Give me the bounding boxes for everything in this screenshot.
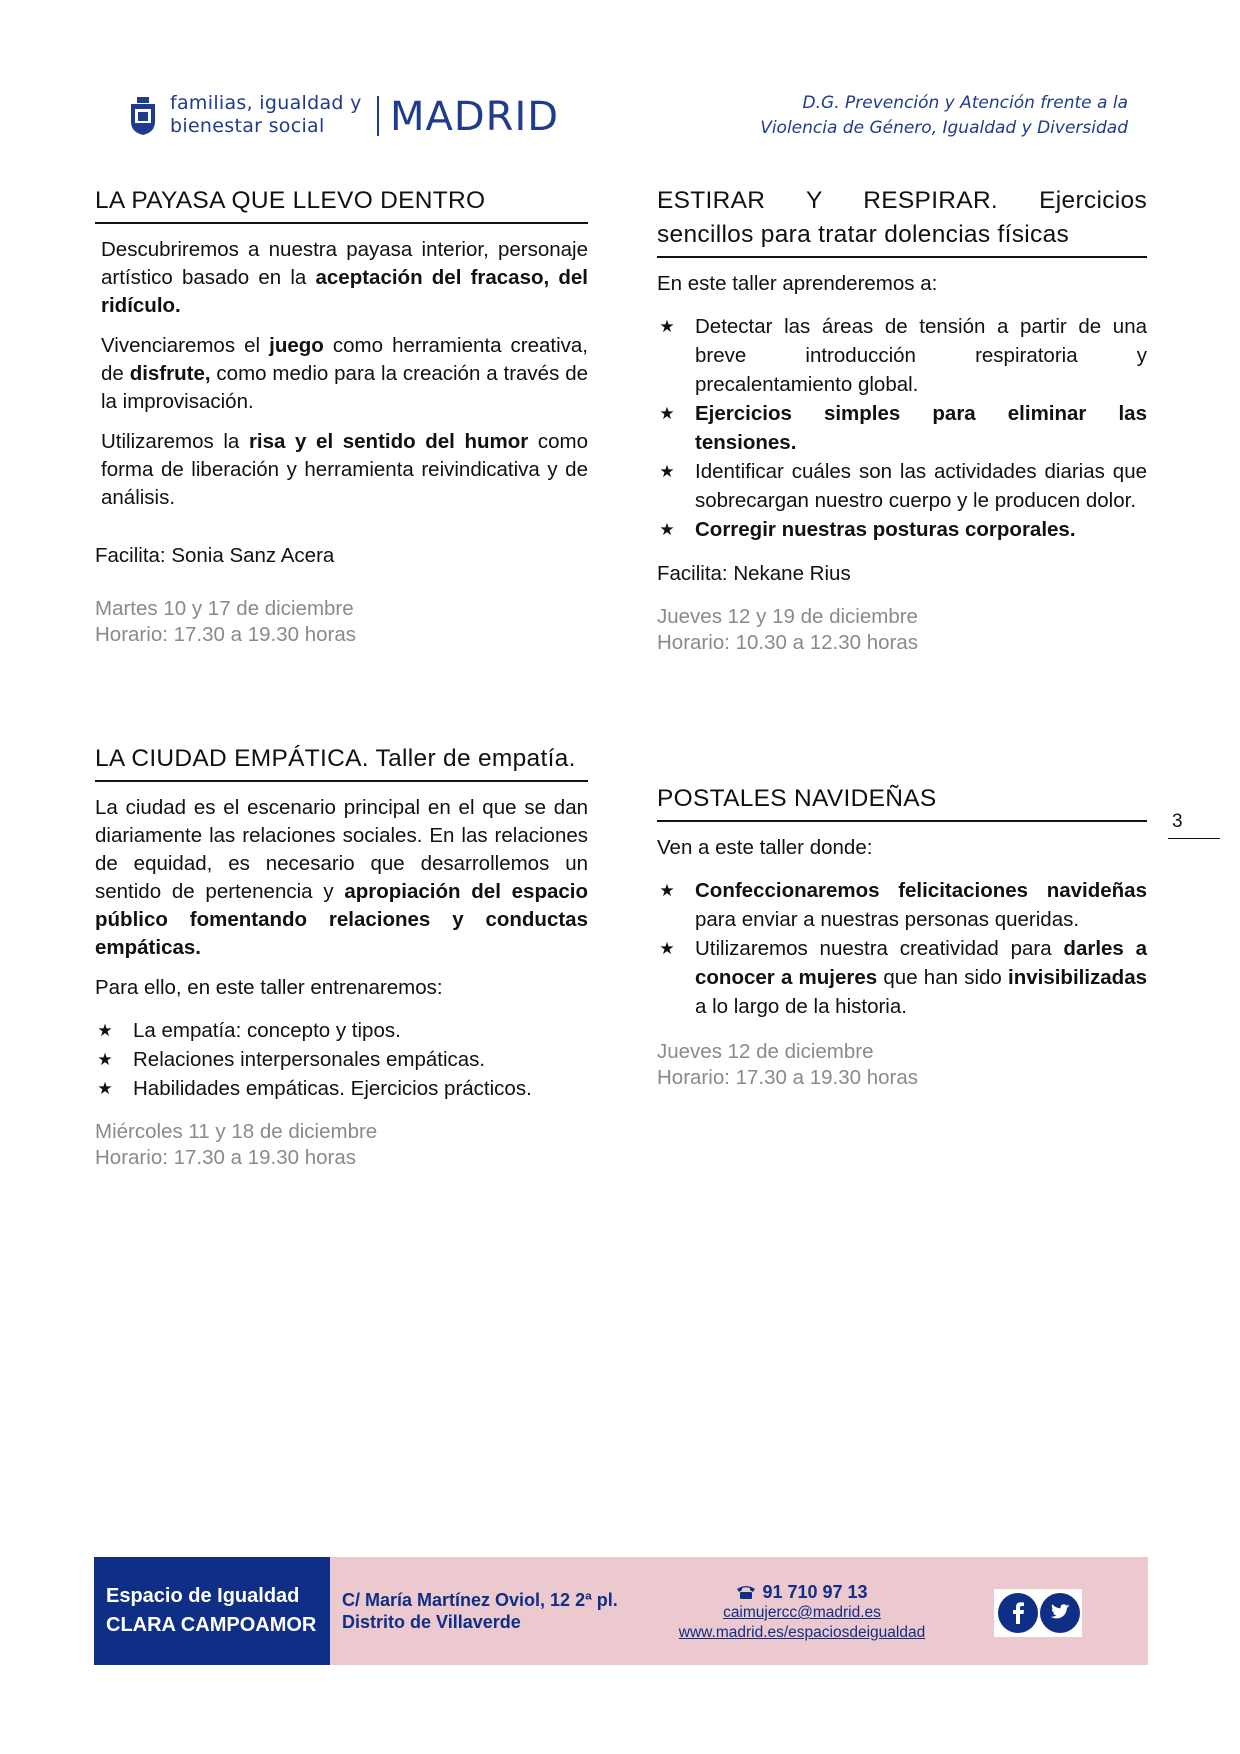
session-dates: Jueves 12 y 19 de diciembre	[657, 605, 918, 628]
space-name-line-2: CLARA CAMPOAMOR	[106, 1614, 317, 1636]
star-bullet-icon: ★	[659, 939, 675, 958]
text: Detectar las áreas de tensión a partir de una breve introducción respiratoria y precalentamiento global.	[695, 315, 1147, 396]
text: como herramienta creativa, de	[101, 334, 589, 385]
section-intro: En este taller aprenderemos a:	[657, 272, 938, 295]
department-logo-text	[170, 92, 368, 138]
page-number: 3	[1172, 811, 1183, 832]
session-schedule: Horario: 17.30 a 19.30 horas	[95, 623, 356, 646]
text: La ciudad es el escenario principal en el que se dan diariamente las relaciones sociales. En las relaciones de equidad, es necesario que desarrollemos un sentido de pertenencia y	[95, 796, 588, 903]
bold-text: risa y el sentido del humor	[248, 430, 529, 453]
bold-text: Corregir nuestras posturas corporales.	[695, 518, 1076, 541]
phone-number: 91 710 97 13	[762, 1582, 868, 1602]
facilitator: Facilita: Nekane Rius	[657, 562, 851, 585]
facebook-icon[interactable]	[998, 1593, 1038, 1633]
space-name-box	[94, 1557, 330, 1665]
text: Habilidades empáticas. Ejercicios prácticos.	[133, 1077, 532, 1100]
list-item	[657, 399, 1147, 457]
list-item	[95, 1074, 588, 1103]
section-ciudad	[95, 742, 588, 1171]
session-schedule: Horario: 10.30 a 12.30 horas	[657, 631, 918, 654]
list-item	[657, 876, 1147, 934]
section-estirar	[657, 184, 1147, 656]
social-icons	[994, 1589, 1082, 1637]
address-line-2: Distrito de Villaverde	[342, 1612, 521, 1632]
paragraph	[101, 236, 588, 320]
facilitator: Facilita: Sonia Sanz Acera	[95, 544, 335, 567]
bold-text: disfrute,	[129, 362, 211, 385]
address-line-1: C/ María Martínez Oviol, 12 2ª pl.	[342, 1590, 618, 1610]
star-bullet-icon: ★	[659, 404, 675, 423]
paragraph	[101, 332, 588, 416]
section-intro: Para ello, en este taller entrenaremos:	[95, 976, 443, 999]
phone-line	[650, 1581, 954, 1603]
text: que han sido	[877, 966, 1009, 989]
list-item	[657, 934, 1147, 1021]
bold-text: Confeccionaremos felicitaciones navideñas	[695, 879, 1147, 902]
star-bullet-icon: ★	[659, 520, 675, 539]
section-intro: Ven a este taller donde:	[657, 836, 873, 859]
session-dates: Miércoles 11 y 18 de diciembre	[95, 1120, 378, 1143]
bold-text: Ejercicios simples para eliminar las tensiones.	[695, 402, 1147, 454]
section-title: POSTALES NAVIDEÑAS	[657, 782, 1147, 822]
list-item	[95, 1016, 588, 1045]
star-bullet-icon: ★	[97, 1050, 113, 1069]
facebook-glyph	[998, 1593, 1038, 1633]
email-link[interactable]: caimujercc@madrid.es	[723, 1604, 881, 1621]
text: Descubriremos a nuestra payasa interior, personaje artístico basado en la	[101, 238, 588, 289]
star-bullet-icon: ★	[659, 881, 675, 900]
section-title: ESTIRAR Y RESPIRAR. Ejercicios sencillos para tratar dolencias físicas	[657, 184, 1147, 258]
text: Utilizaremos nuestra creatividad para	[695, 937, 1064, 960]
text: La empatía: concepto y tipos.	[133, 1019, 401, 1042]
list-item	[657, 515, 1147, 544]
bullet-list	[95, 1016, 588, 1103]
text: Vivenciaremos el	[101, 334, 270, 357]
logo-divider	[377, 96, 379, 136]
paragraph	[95, 794, 588, 962]
bold-text: aceptación del fracaso, del ridículo.	[101, 266, 588, 317]
bold-text: juego	[269, 334, 324, 357]
text: Identificar cuáles son las actividades diarias que sobrecargan nuestro cuerpo y le producen dolor.	[695, 460, 1147, 512]
madrid-shield-icon	[128, 96, 158, 136]
logo-line-2: bienestar social	[170, 115, 325, 137]
twitter-icon[interactable]	[1040, 1593, 1080, 1633]
bold-text: apropiación del espacio público fomentando relaciones y conductas empáticas.	[95, 880, 588, 959]
list-item	[657, 312, 1147, 399]
text: para enviar a nuestras personas queridas.	[695, 908, 1080, 931]
text: a lo largo de la historia.	[695, 995, 907, 1018]
bold-text: invisibilizadas	[1008, 966, 1148, 989]
section-title: LA PAYASA QUE LLEVO DENTRO	[95, 184, 588, 224]
star-bullet-icon: ★	[97, 1079, 113, 1098]
footer-banner	[94, 1557, 1148, 1665]
directorate-line-2: Violencia de Género, Igualdad y Diversidad	[760, 118, 1128, 138]
twitter-glyph	[1040, 1593, 1080, 1633]
website-link[interactable]: www.madrid.es/espaciosdeigualdad	[678, 1624, 926, 1641]
text: Relaciones interpersonales empáticas.	[133, 1048, 486, 1071]
star-bullet-icon: ★	[659, 317, 675, 336]
text: como forma de liberación y herramienta reivindicativa y de análisis.	[101, 430, 589, 509]
session-dates: Jueves 12 de diciembre	[657, 1040, 874, 1063]
text: como medio para la creación a través de la improvisación.	[101, 362, 589, 413]
bullet-list	[657, 312, 1147, 544]
text: Utilizaremos la	[101, 430, 249, 453]
page-number-rule	[1168, 838, 1220, 839]
madrid-logo-text: MADRID	[390, 94, 560, 140]
section-title: LA CIUDAD EMPÁTICA. Taller de empatía.	[95, 742, 588, 782]
paragraph	[101, 428, 588, 512]
bullet-list	[657, 876, 1147, 1021]
logo-line-1: familias, igualdad y	[170, 92, 362, 114]
section-payasa	[95, 184, 588, 648]
session-schedule: Horario: 17.30 a 19.30 horas	[657, 1066, 918, 1089]
phone-icon	[736, 1584, 756, 1600]
session-schedule: Horario: 17.30 a 19.30 horas	[95, 1146, 356, 1169]
footer-contact	[650, 1581, 954, 1643]
section-postales	[657, 782, 1147, 1091]
star-bullet-icon: ★	[97, 1021, 113, 1040]
bold-text: darles a conocer a mujeres	[695, 937, 1147, 989]
star-bullet-icon: ★	[659, 462, 675, 481]
directorate-heading	[708, 91, 1128, 141]
footer-address	[342, 1589, 618, 1633]
list-item	[95, 1045, 588, 1074]
directorate-line-1: D.G. Prevención y Atención frente a la	[802, 93, 1128, 113]
list-item	[657, 457, 1147, 515]
space-name-line-1: Espacio de Igualdad	[106, 1585, 300, 1607]
session-dates: Martes 10 y 17 de diciembre	[95, 597, 354, 620]
